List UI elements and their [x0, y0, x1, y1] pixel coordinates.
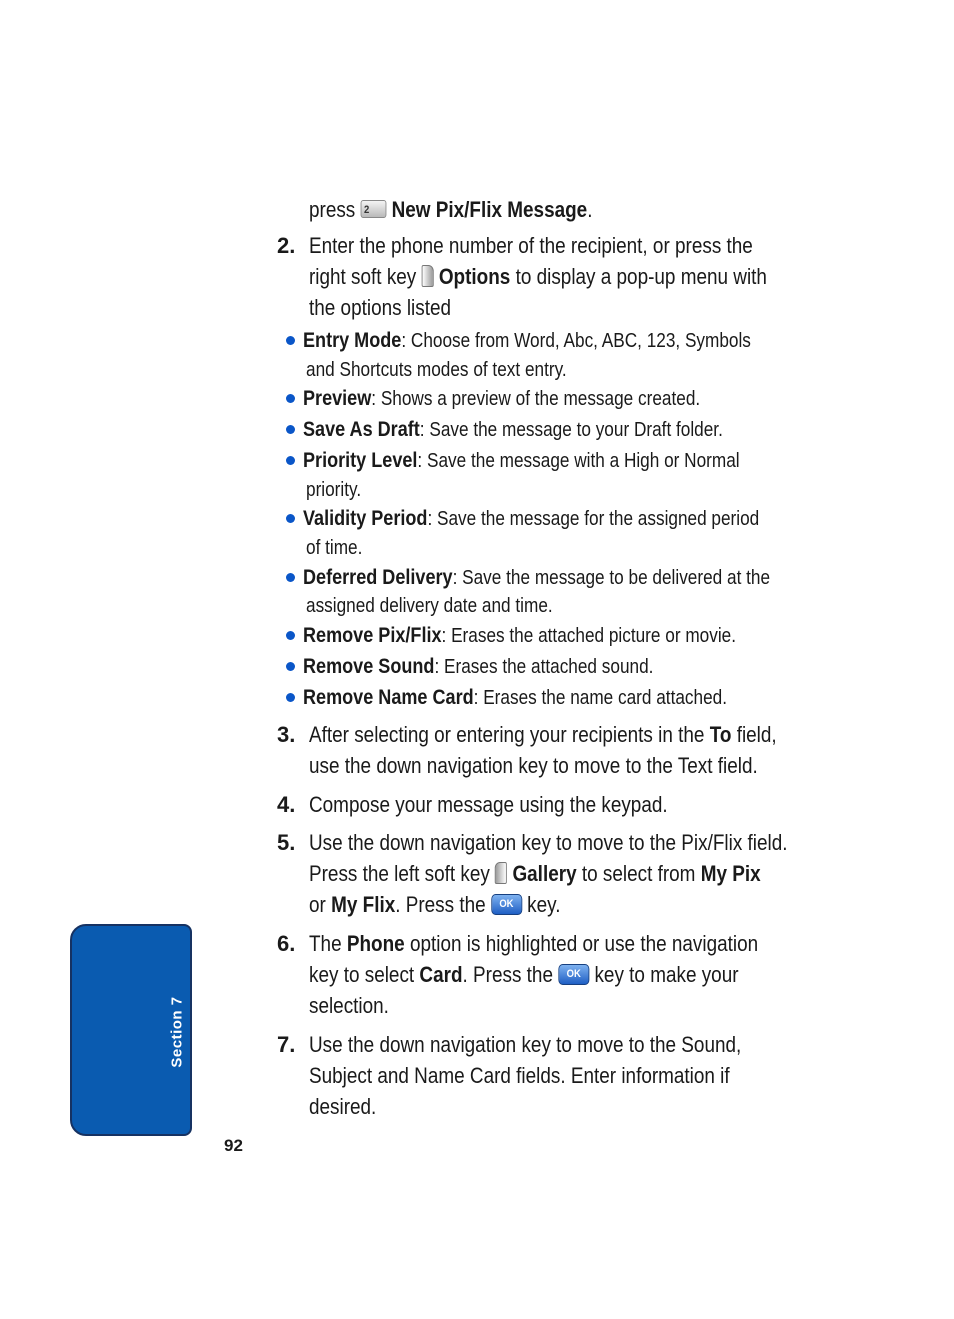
step-3-line-1: After selecting or entering your recipients in the To field,: [309, 722, 777, 747]
step-7-line-3: desired.: [309, 1094, 377, 1119]
step-6-number: 6.: [277, 931, 296, 956]
option-remove-pix-flix: Remove Pix/Flix: Erases the attached picture or movie.: [303, 624, 736, 647]
step-7-number: 7.: [277, 1032, 296, 1057]
bullet-icon: [286, 394, 295, 403]
option-validity-period-cont: of time.: [306, 537, 363, 559]
intro-line: press 2 New Pix/Flix Message.: [309, 197, 593, 222]
bullet-icon: [286, 693, 295, 702]
step-4-line-1: Compose your message using the keypad.: [309, 792, 668, 817]
intro-press-text: press: [309, 197, 356, 222]
step-2-line-2: right soft key Options to display a pop-up menu with: [309, 264, 767, 289]
option-remove-sound: Remove Sound: Erases the attached sound.: [303, 655, 654, 678]
right-soft-key-icon: [422, 265, 434, 287]
bullet-icon: [286, 425, 295, 434]
step-5-number: 5.: [277, 830, 296, 855]
option-priority-level: Priority Level: Save the message with a High or Normal: [303, 449, 740, 472]
left-soft-key-icon: [495, 862, 507, 884]
step-2-line-1: Enter the phone number of the recipient, or press the: [309, 233, 753, 258]
option-deferred-delivery: Deferred Delivery: Save the message to be delivered at the: [303, 566, 771, 589]
section-tab-label: Section 7: [168, 996, 186, 1068]
bullet-icon: [286, 514, 295, 523]
step-3-number: 3.: [277, 722, 296, 747]
bullet-icon: [286, 456, 295, 465]
option-save-as-draft: Save As Draft: Save the message to your Draft folder.: [303, 418, 723, 441]
step-7-line-2: Subject and Name Card fields. Enter information if: [309, 1063, 730, 1088]
step-3-line-2: use the down navigation key to move to the Text field.: [309, 753, 758, 778]
option-entry-mode: Entry Mode: Choose from Word, Abc, ABC, 123, Symbols: [303, 329, 751, 352]
bullet-icon: [286, 336, 295, 345]
option-deferred-delivery-cont: assigned delivery date and time.: [306, 595, 553, 617]
ok-key-icon: OK: [491, 894, 522, 915]
step-5-line-1: Use the down navigation key to move to the Pix/Flix field.: [309, 830, 788, 855]
bullet-icon: [286, 662, 295, 671]
step-6-line-2: key to select Card. Press the OK key to make your: [309, 962, 739, 987]
step-7-line-1: Use the down navigation key to move to the Sound,: [309, 1032, 742, 1057]
step-2-number: 2.: [277, 233, 296, 258]
step-5-line-3: or My Flix. Press the OK key.: [309, 892, 561, 917]
option-preview: Preview: Shows a preview of the message created.: [303, 387, 701, 410]
step-6-line-1: The Phone option is highlighted or use the navigation: [309, 931, 759, 956]
step-6-line-3: selection.: [309, 993, 389, 1018]
bullet-icon: [286, 573, 295, 582]
step-4-number: 4.: [277, 792, 296, 817]
ok-key-icon: OK: [558, 964, 589, 985]
intro-bold-text: New Pix/Flix Message: [391, 197, 588, 222]
option-priority-level-cont: priority.: [306, 479, 362, 501]
option-validity-period: Validity Period: Save the message for the assigned period: [303, 507, 760, 530]
page-number: 92: [224, 1136, 243, 1155]
option-remove-name-card: Remove Name Card: Erases the name card attached.: [303, 686, 728, 709]
bullet-icon: [286, 631, 295, 640]
step-5-line-2: Press the left soft key Gallery to select from My Pix: [309, 861, 761, 886]
option-entry-mode-cont: and Shortcuts modes of text entry.: [306, 359, 567, 381]
keypad-2-icon: 2: [361, 200, 387, 218]
step-2-line-3: the options listed: [309, 295, 451, 320]
